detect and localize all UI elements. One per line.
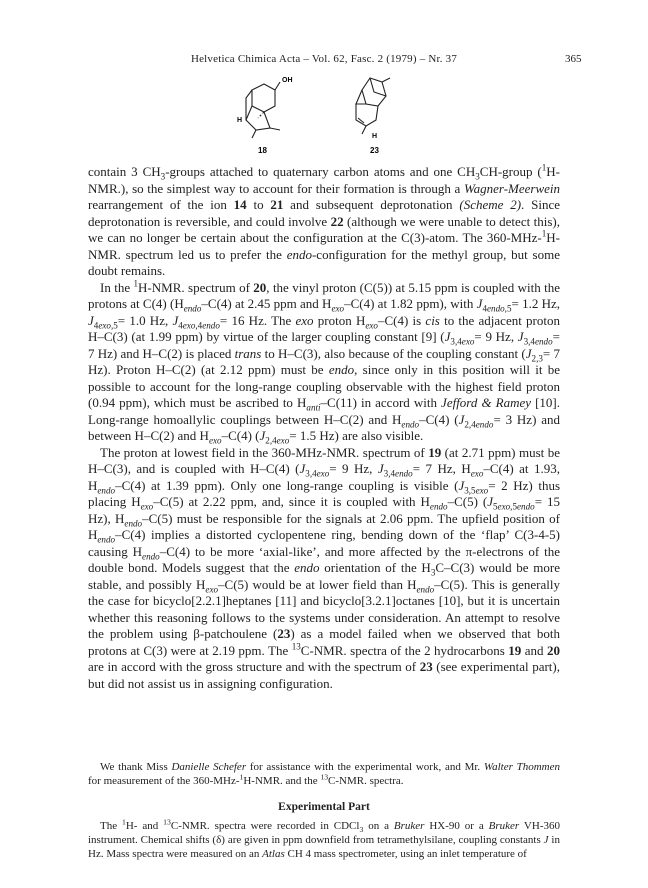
compound-label-23: 23 [370, 146, 379, 155]
structures-svg [200, 68, 460, 158]
paragraph-2: In the $^1$H-NMR. spectrum of 20, the vinyl proton (C(5)) at 5.15 ppm is coupled with the protons at C(4) ($H_{endo}-C(4)$ at 2.45 ppm and $H_{exo}-C(4)$ at 1.82 ppm), with $J_{4endo,5}= 1.2$ Hz, $J_{4exo,5}= 1.0$ Hz, $J_{4exo,4endo}= 16$ Hz. The exo proton $H_{exo}-C(4)$ is cis to the adjacent proton H–C(3) (at 1.99 ppm) by virtue of the larger coupling constant [9] ($J_{3,4exo}= 9$ Hz, $J_{3,4endo}= 7$ Hz) and H–C(2) is placed trans to H–C(3), also because of the coupling constant ($J_{2,3}= 7$ Hz). Proton H–C(2) (at 2.12 ppm) must be endo, since only in this position will it be possible to account for the long-range coupling observable with the highest field proton (0.94 ppm), which must be ascribed to $H_{anti}-C(11)$ in accord with Jefford & Ramey [10]. Long-range homoallylic couplings between H–C(2) and $H_{endo}-C(4)$ ($J_{2,4endo}= 3$ Hz) and between H–C(2) and $H_{exo}-C(4)$ ($J_{2,4exo}= 1.5$ Hz) are also visible. [88, 278, 561, 446]
h-label: H [237, 117, 243, 124]
section-heading: Experimental Part [278, 801, 370, 813]
acknowledgement: We thank Miss Danielle Schefer for assistance with the experimental work, and Mr. Walter Thommen for measurement of the 360-MHz-$^1$H-NMR. and the $^{13}$C-NMR. spectra. [88, 761, 560, 787]
paragraph-3: The proton at lowest field in the 360-MHz-NMR. spectrum of 19 (at 2.71 ppm) must be H–C(3), and is coupled with H–C(4) ($J_{3,4exo}= 9$ Hz, $J_{3,4endo}= 7$ Hz, $H_{exo}-C(4)$ at 1.93, $H_{endo}-C(4)$ at 1.39 ppm). Only one long-range coupling is visible ($J_{3,5exo}= 2$ Hz) thus placing $H_{exo}-C(5)$ at 2.22 ppm, and, since it is coupled with $H_{endo}-C(5)$ ($J_{5exo,5endo}= 15$ Hz), $H_{endo}-C(5)$ must be responsible for the signals at 2.06 ppm. The upfield position of $H_{endo}-C(4)$ implies a distorted cyclopentene ring, bending down of the ‘flap’ C(3-4-5) causing $H_{endo}-C(4)$ to be more ‘axial-like’, and more affected by the π-electrons of the double bond. Models suggest that the endo orientation of the $H_3C-C(3)$ would be more stable, and possibly $H_{exo}-C(5)$ would be at lower field than $H_{endo}-C(5)$. This is generally the case for bicyclo[2.2.1]heptanes [11] and bicyclo[3.2.1]octanes [10], but it is uncertain whether this reasoning follows to the systems under consideration. An attempt to resolve the problem using β-patchoulene (23) as a model failed when we observed that both protons at C(3) were at 2.19 ppm. The $^{13}$C-NMR. spectra of the 2 hydrocarbons 19 and 20 are in accord with the gross structure and with the spectrum of 23 (see experimental part), but did not assist us in assigning configuration. [88, 444, 561, 691]
paragraph-1: contain 3 $CH_3$-groups attached to quaternary carbon atoms and one $CH_3CH$-group ($^1$H-NMR.), so the simplest way to account for their formation is through a Wagner-Meerwein rearrangement of the ion 14 to 21 and subsequent deprotonation (Scheme 2). Since deprotonation is reversible, and could involve 22 (although we were unable to detect this), we can no longer be certain about the configuration at the C(3)-atom. The 360-MHz-$^1$H-NMR. spectrum led us to prefer the endo-configuration for the methyl group, but some doubt remains. [88, 162, 561, 278]
structure-23-drawing [356, 78, 390, 134]
structure-18-drawing [246, 82, 280, 138]
running-head: Helvetica Chimica Acta – Vol. 62, Fasc. 2 (1979) – Nr. 37 [190, 53, 458, 65]
experimental-paragraph: The $^1$H- and $^{13}$C-NMR. spectra were recorded in CDCl$_3$ on a Bruker HX-90 or a Bruker VH-360 instrument. Chemical shifts (δ) are given in ppm downfield from tetramethylsilane, coupling constants J in Hz. Mass spectra were measured on an Atlas CH 4 mass spectrometer, using an inlet temperature of [88, 817, 560, 860]
page-number: 365 [565, 53, 582, 65]
h-label-b: H [372, 133, 378, 140]
compound-label-18: 18 [258, 146, 267, 155]
body-text [88, 164, 560, 692]
structure-figure [200, 68, 460, 158]
oh-label: OH [282, 77, 293, 84]
